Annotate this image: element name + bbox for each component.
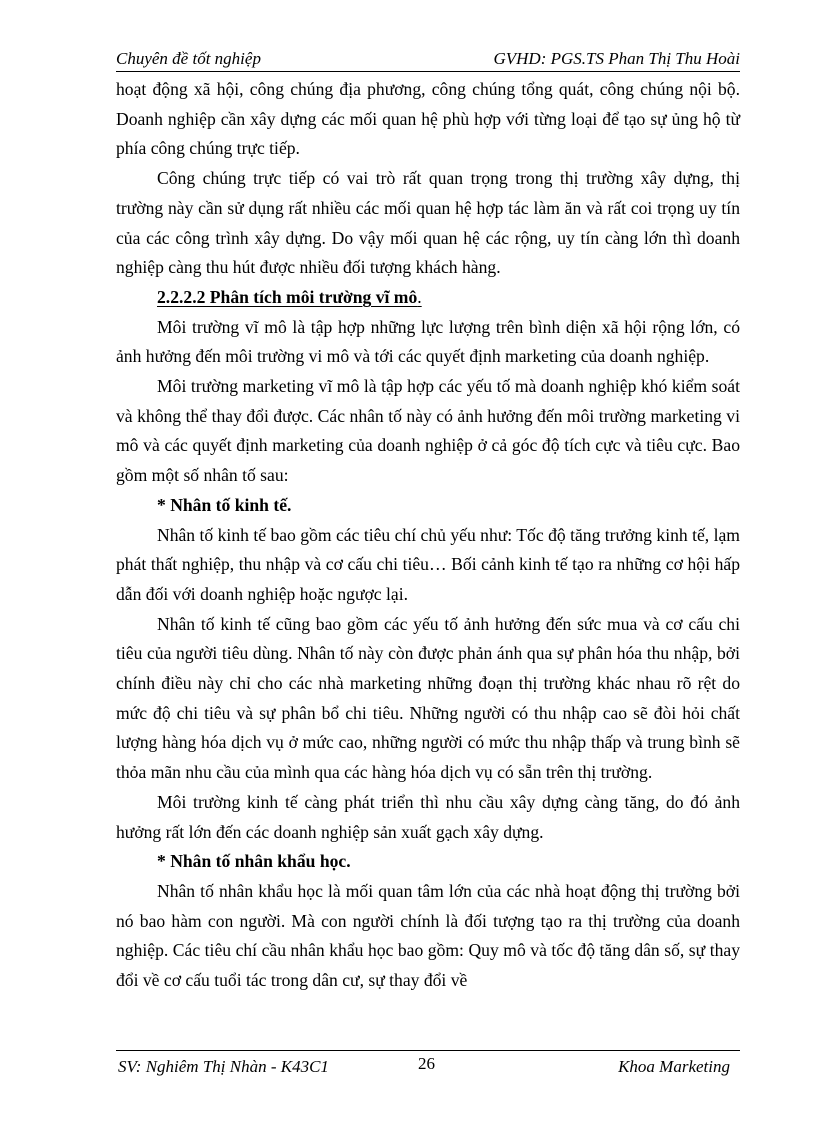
header-title: Chuyên đề tốt nghiệp [116,49,261,68]
factor-heading-demographic: * Nhân tố nhân khẩu học. [157,851,351,872]
header-supervisor: GVHD: PGS.TS Phan Thị Thu Hoài [493,49,740,68]
page-footer [116,1050,740,1083]
page-body [116,75,740,996]
page-number: 26 [418,1054,435,1073]
section-heading: 2.2.2.2 Phân tích môi trường vĩ mô. [157,286,422,307]
section-heading-text: 2.2.2.2 Phân tích môi trường vĩ mô [157,286,418,307]
paragraph: Nhân tố kinh tế bao gồm các tiêu chí chủ yếu như: Tốc độ tăng trưởng kinh tế, lạm phát thất nghiệp, thu nhập và cơ cấu chi tiêu… Bối cảnh kinh tế tạo ra những cơ hội hấp dẫn đối với doanh nghiệp hoặc ngược lại. [116,524,740,604]
page-header [116,47,740,72]
paragraph-continued: hoạt động xã hội, công chúng địa phương, công chúng tổng quát, công chúng nội bộ. Doanh nghiệp cần xây dựng các mối quan hệ phù hợp với từng loại để tạo sự ủng hộ từ phía công chúng trực tiếp. [116,79,740,159]
paragraph: Nhân tố nhân khẩu học là mối quan tâm lớn của các nhà hoạt động thị trường bởi nó bao hàm con người. Mà con người chính là đối tượng tạo ra thị trường của doanh nghiệp. Các tiêu chí cầu nhân khẩu học bao gồm: Quy mô và tốc độ tăng dân số, sự thay đổi về cơ cấu tuổi tác trong dân cư, sự thay đổi về [116,880,740,991]
paragraph: Môi trường vĩ mô là tập hợp những lực lượng trên bình diện xã hội rộng lớn, có ảnh hưởng đến môi trường vi mô và tới các quyết định marketing của doanh nghiệp. [116,316,740,367]
paragraph: Môi trường marketing vĩ mô là tập hợp các yếu tố mà doanh nghiệp khó kiểm soát và không thể thay đổi được. Các nhân tố này có ảnh hưởng đến môi trường marketing vi mô và các quyết định marketing của doanh nghiệp ở cả góc độ tích cực và tiêu cực. Bao gồm một số nhân tố sau: [116,376,740,486]
paragraph: Công chúng trực tiếp có vai trò rất quan trọng trong thị trường xây dựng, thị trường này cần sử dụng rất nhiều các mối quan hệ hợp tác làm ăn và rất coi trọng uy tín của các công trình xây dựng. Do vậy mối quan hệ các rộng, uy tín càng lớn thì doanh nghiệp càng thu hút được nhiều đối tượng khách hàng. [116,168,740,278]
paragraph: Môi trường kinh tế càng phát triển thì nhu cầu xây dựng càng tăng, do đó ảnh hưởng rất lớn đến các doanh nghiệp sản xuất gạch xây dựng. [116,791,740,842]
footer-faculty: Khoa Marketing [618,1057,730,1076]
footer-student: SV: Nghiêm Thị Nhàn - K43C1 [118,1057,329,1076]
factor-heading-economic: * Nhân tố kinh tế. [157,494,292,515]
paragraph: Nhân tố kinh tế cũng bao gồm các yếu tố ảnh hưởng đến sức mua và cơ cấu chi tiêu của người tiêu dùng. Nhân tố này còn được phản ánh qua sự phân hóa thu nhập, bởi chính điều này chỉ cho các nhà marketing những đoạn thị trường khác nhau rõ rệt do mức độ chi tiêu và sự phân bổ chi tiêu. Những người có thu nhập cao sẽ đòi hỏi chất lượng hàng hóa dịch vụ ở mức cao, những người có mức thu nhập thấp và trung bình sẽ thỏa mãn nhu cầu của mình qua các hàng hóa dịch vụ có sẵn trên thị trường. [116,613,740,783]
